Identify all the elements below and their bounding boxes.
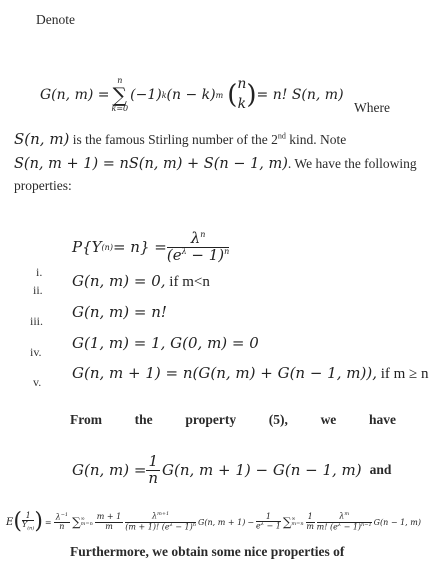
property-4: G(1, m) = 1, G(0, m) = 0 <box>72 334 259 352</box>
para1-sup: nd <box>277 131 286 141</box>
word-from: From <box>70 412 102 427</box>
right-paren-icon: ) <box>246 80 257 110</box>
g-recurrence-equation: G(n, m) = $\frac{1}{n}$ G(n, m + 1) − G(n − 1, m) and <box>72 451 392 487</box>
and-word: and <box>369 462 392 477</box>
sum-lower: k=0 <box>111 104 129 113</box>
prob-mid: = n} = <box>112 238 167 256</box>
binom-top: n <box>237 76 247 93</box>
word-ref: (5), <box>268 412 288 427</box>
probability-equation <box>72 225 229 269</box>
g-def-lhs: G(n, m) = <box>40 87 110 103</box>
item-number-3: iii. <box>30 314 44 328</box>
prob-lhs: P{Y <box>72 238 102 256</box>
item-number-2: ii. <box>33 283 43 297</box>
e-left-paren-icon: ( <box>13 509 22 534</box>
summation <box>111 77 128 113</box>
property-2-condition: if m<n <box>165 274 210 290</box>
word-we: we <box>320 412 337 427</box>
property-5: G(n, m + 1) = n(G(n, m) + G(n − 1, m)), if m ≥ n <box>72 364 429 382</box>
item-number-4: iv. <box>30 345 42 359</box>
expectation-equation: E ( $\frac{1}{Y_{(n)}}$ ) = $\frac{\lambda^{-1}}{n}$ ∑ ∞ m=n $\frac{m + 1}{m}$ $\frac{\lambda^{m+1}}{(m + 1)! (e^\lambda - 1)^n}$ G(n, m + 1) − $\frac{1}{e^\lambda - 1}$ ∑ ∞ m=n $\frac{1}{m}$ $\frac{\lambda^m}{m! (e^\lambda - 1)^{n-1}}$ G(n − 1, m) <box>6 509 421 534</box>
prob-num: $\lambda^n$ <box>167 231 229 248</box>
sum2-icon: ∑ <box>282 515 292 529</box>
intro-text: Denote <box>36 12 75 27</box>
word-property: property <box>185 412 237 427</box>
sigma-icon: ∑ <box>112 83 127 107</box>
paragraph-line-2 <box>14 156 417 172</box>
e-right-paren-icon: ) <box>34 509 43 534</box>
g-def-term-exp: k <box>161 90 167 100</box>
left-paren-icon: ( <box>227 80 238 110</box>
paragraph-line-1 <box>14 130 396 148</box>
stirling-recurrence: S(n, m + 1) = nS(n, m) + S(n − 1, m) <box>14 156 288 172</box>
g-def-term2-exp: m <box>215 90 224 100</box>
para2-text: . We have the following <box>287 156 417 171</box>
where-label: Where <box>354 100 390 115</box>
prob-den: $(e^\lambda - 1)^n$ <box>166 245 230 264</box>
property-3: G(n, m) = n! <box>72 303 167 321</box>
sum-upper: n <box>117 76 123 85</box>
paragraph-line-3: properties: <box>14 178 72 193</box>
stirling-symbol: S(n, m) <box>14 130 70 148</box>
g-eq-fraction: $\frac{1}{n}$ <box>148 451 159 487</box>
g-def-rhs: = n! S(n, m) <box>256 87 344 103</box>
binomial <box>237 75 246 114</box>
prob-sub: (n) <box>101 242 113 252</box>
from-property-line <box>70 412 396 428</box>
word-have: have <box>368 412 396 427</box>
g-def-term: (−1) <box>130 87 162 103</box>
item-number-5: v. <box>33 375 42 389</box>
prob-fraction <box>166 228 230 264</box>
last-line-text: Furthermore, we obtain some nice properties of <box>70 544 345 559</box>
binom-bottom: k <box>237 96 247 112</box>
g-def-term2: (n − k) <box>166 87 216 103</box>
property-2: G(n, m) = 0, if m<n <box>72 272 210 290</box>
g-definition-equation <box>40 70 344 120</box>
word-the: the <box>134 412 153 427</box>
sum1-icon: ∑ <box>72 515 81 529</box>
para1-text: is the famous Stirling number of the 2 <box>69 132 278 147</box>
property-5-condition: if m ≥ n <box>376 366 429 382</box>
para1-end: kind. Note <box>285 132 347 147</box>
item-number-1: i. <box>36 265 43 279</box>
